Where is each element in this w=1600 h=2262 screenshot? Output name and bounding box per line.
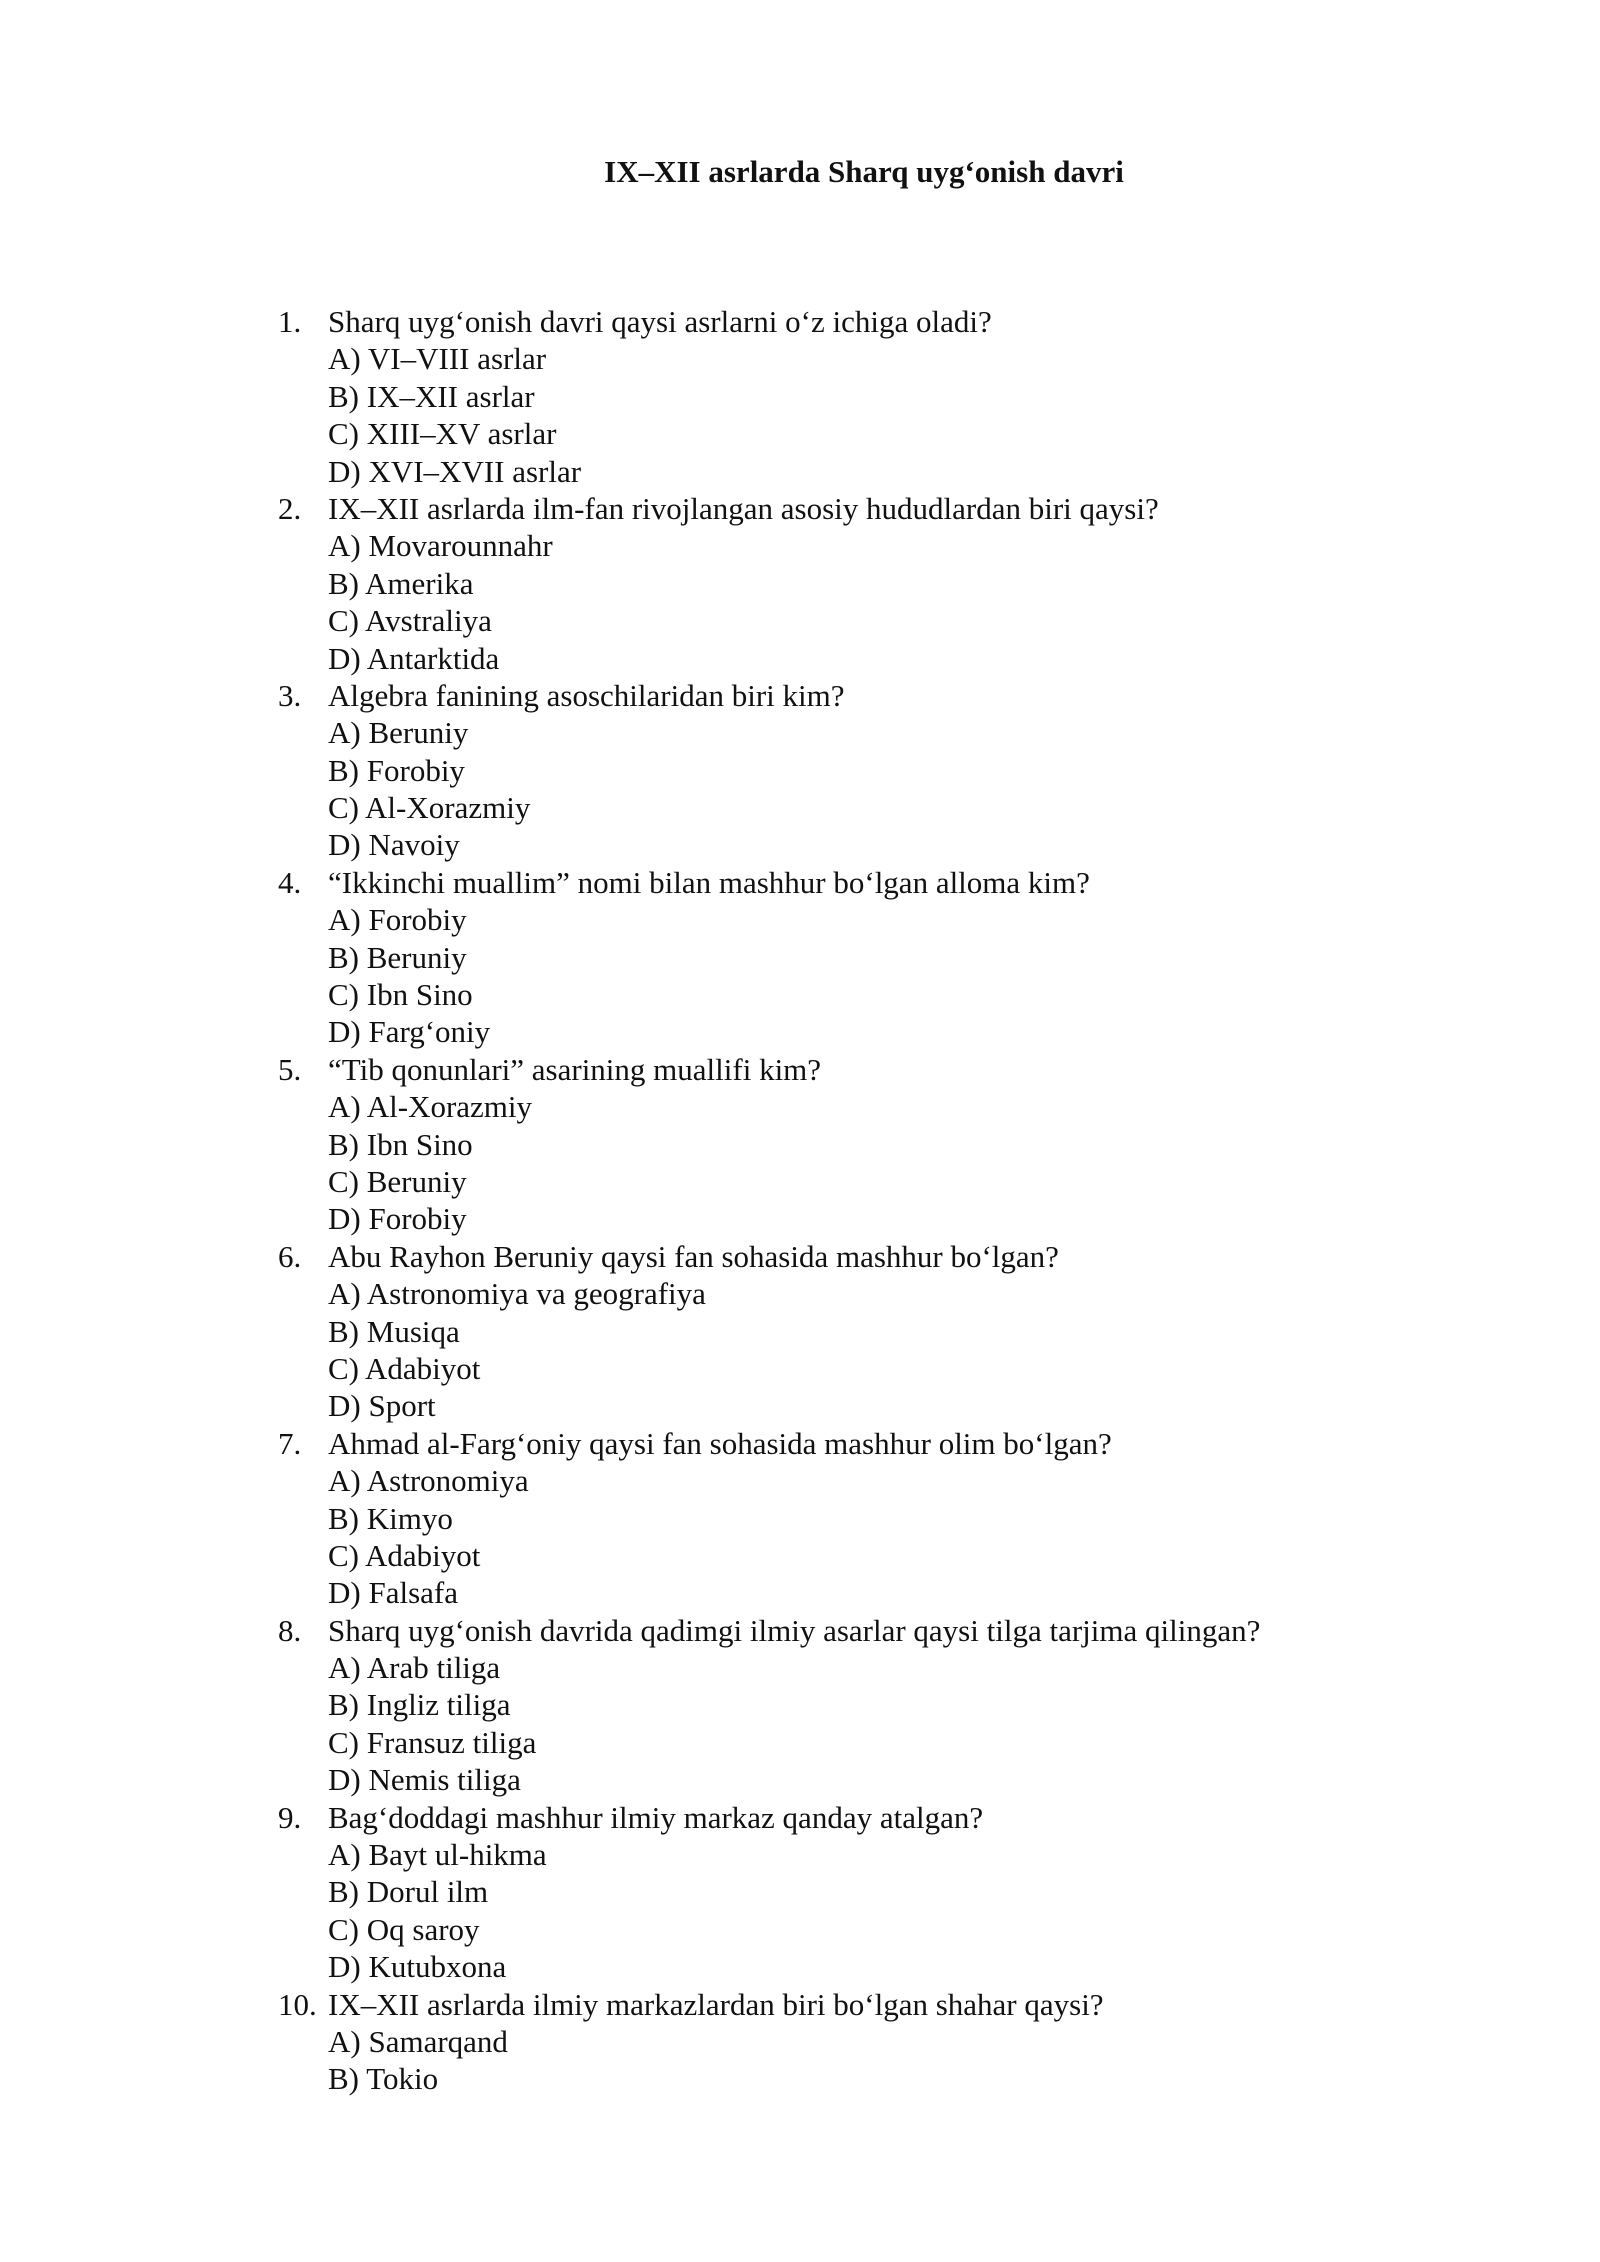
- answer-option: A) Forobiy: [328, 902, 467, 938]
- question-text: “Tib qonunlari” asarining muallifi kim?: [328, 1051, 822, 1087]
- question-line: [278, 1799, 1378, 1836]
- question-line: [278, 1238, 1378, 1275]
- question-text: “Ikkinchi muallim” nomi bilan mashhur bo‘lgan alloma kim?: [328, 864, 1090, 900]
- question-text: Ahmad al-Farg‘oniy qaysi fan sohasida mashhur olim bo‘lgan?: [328, 1425, 1112, 1461]
- answer-option: C) Ibn Sino: [328, 977, 473, 1013]
- answer-option: A) Beruniy: [328, 715, 469, 751]
- answer-option: A) Arab tiliga: [328, 1650, 501, 1686]
- answer-option: C) Al-Xorazmiy: [328, 790, 531, 826]
- question-number: 6.: [278, 1238, 302, 1274]
- question-number: 2.: [278, 490, 302, 526]
- question-item: [278, 1986, 1378, 2098]
- question-text: Sharq uyg‘onish davri qaysi asrlarni o‘z ichiga oladi?: [328, 304, 992, 339]
- answer-option: A) Bayt ul-hikma: [328, 1837, 547, 1873]
- question-number: 7.: [278, 1425, 302, 1461]
- question-text: IX–XII asrlarda ilm-fan rivojlangan asosiy hududlardan biri qaysi?: [328, 490, 1159, 526]
- question-number: 9.: [278, 1799, 302, 1835]
- answer-option: C) XIII–XV asrlar: [328, 416, 557, 452]
- answer-option: B) Dorul ilm: [328, 1874, 489, 1910]
- question-line: [278, 677, 1378, 714]
- answer-option: B) Amerika: [328, 565, 474, 601]
- question-item: [278, 864, 1378, 1051]
- answer-option: C) Fransuz tiliga: [328, 1724, 537, 1760]
- answer-option: D) Nemis tiliga: [328, 1762, 521, 1798]
- answer-option: B) Ingliz tiliga: [328, 1687, 511, 1723]
- answer-option: A) Al-Xorazmiy: [328, 1089, 533, 1125]
- question-number: 10.: [278, 1986, 317, 2022]
- question-item: [278, 490, 1378, 677]
- question-text: Sharq uyg‘onish davrida qadimgi ilmiy asarlar qaysi tilga tarjima qilingan?: [328, 1612, 1261, 1648]
- question-item: [278, 1799, 1378, 1986]
- answer-option: D) Farg‘oniy: [328, 1014, 491, 1050]
- answer-option: C) Beruniy: [328, 1163, 467, 1199]
- answer-option: D) Navoiy: [328, 827, 460, 863]
- answer-option: C) Oq saroy: [328, 1911, 480, 1947]
- answer-option: D) Kutubxona: [328, 1949, 507, 1985]
- answer-option: B) Beruniy: [328, 939, 467, 975]
- answer-option: C) Adabiyot: [328, 1350, 481, 1386]
- answer-option: A) Astronomiya: [328, 1463, 529, 1499]
- answer-option: A) Movarounnahr: [328, 528, 553, 564]
- question-list: [278, 303, 1378, 2098]
- answer-option: D) Falsafa: [328, 1575, 458, 1611]
- answer-option: C) Avstraliya: [328, 603, 492, 639]
- question-line: [278, 1425, 1378, 1462]
- question-line: [278, 303, 1378, 340]
- question-line: [278, 1051, 1378, 1088]
- answer-option: D) Sport: [328, 1388, 436, 1424]
- question-item: [278, 1051, 1378, 1238]
- question-item: [278, 1612, 1378, 1799]
- answer-option: B) IX–XII asrlar: [328, 378, 535, 414]
- answer-option: C) Adabiyot: [328, 1537, 481, 1573]
- question-line: [278, 490, 1378, 527]
- question-text: IX–XII asrlarda ilmiy markazlardan biri bo‘lgan shahar qaysi?: [328, 1986, 1104, 2022]
- answer-option: B) Forobiy: [328, 752, 465, 788]
- answer-option: B) Kimyo: [328, 1500, 453, 1536]
- answer-option: B) Ibn Sino: [328, 1126, 473, 1162]
- question-line: [278, 864, 1378, 901]
- question-line: [278, 1612, 1378, 1649]
- answer-option: B) Tokio: [328, 2061, 439, 2097]
- question-item: [278, 303, 1378, 490]
- question-text: Algebra fanining asoschilaridan biri kim?: [328, 677, 845, 713]
- question-item: [278, 1238, 1378, 1425]
- answer-option: D) Forobiy: [328, 1201, 467, 1237]
- question-text: Bag‘doddagi mashhur ilmiy markaz qanday atalgan?: [328, 1799, 984, 1835]
- question-number: 1.: [278, 304, 302, 339]
- question-text: Abu Rayhon Beruniy qaysi fan sohasida mashhur bo‘lgan?: [328, 1238, 1059, 1274]
- answer-option: B) Musiqa: [328, 1313, 460, 1349]
- answer-option: A) VI–VIII asrlar: [328, 341, 547, 377]
- answer-option: D) Antarktida: [328, 640, 500, 676]
- question-number: 3.: [278, 677, 302, 713]
- page-title: IX–XII asrlarda Sharq uyg‘onish davri: [604, 154, 1124, 189]
- answer-option: D) XVI–XVII asrlar: [328, 453, 582, 489]
- question-item: [278, 677, 1378, 864]
- question-line: [278, 1986, 1378, 2023]
- answer-option: A) Astronomiya va geografiya: [328, 1276, 706, 1312]
- question-number: 4.: [278, 864, 302, 900]
- question-number: 5.: [278, 1051, 302, 1087]
- answer-option: A) Samarqand: [328, 2023, 508, 2059]
- question-item: [278, 1425, 1378, 1612]
- question-number: 8.: [278, 1612, 302, 1648]
